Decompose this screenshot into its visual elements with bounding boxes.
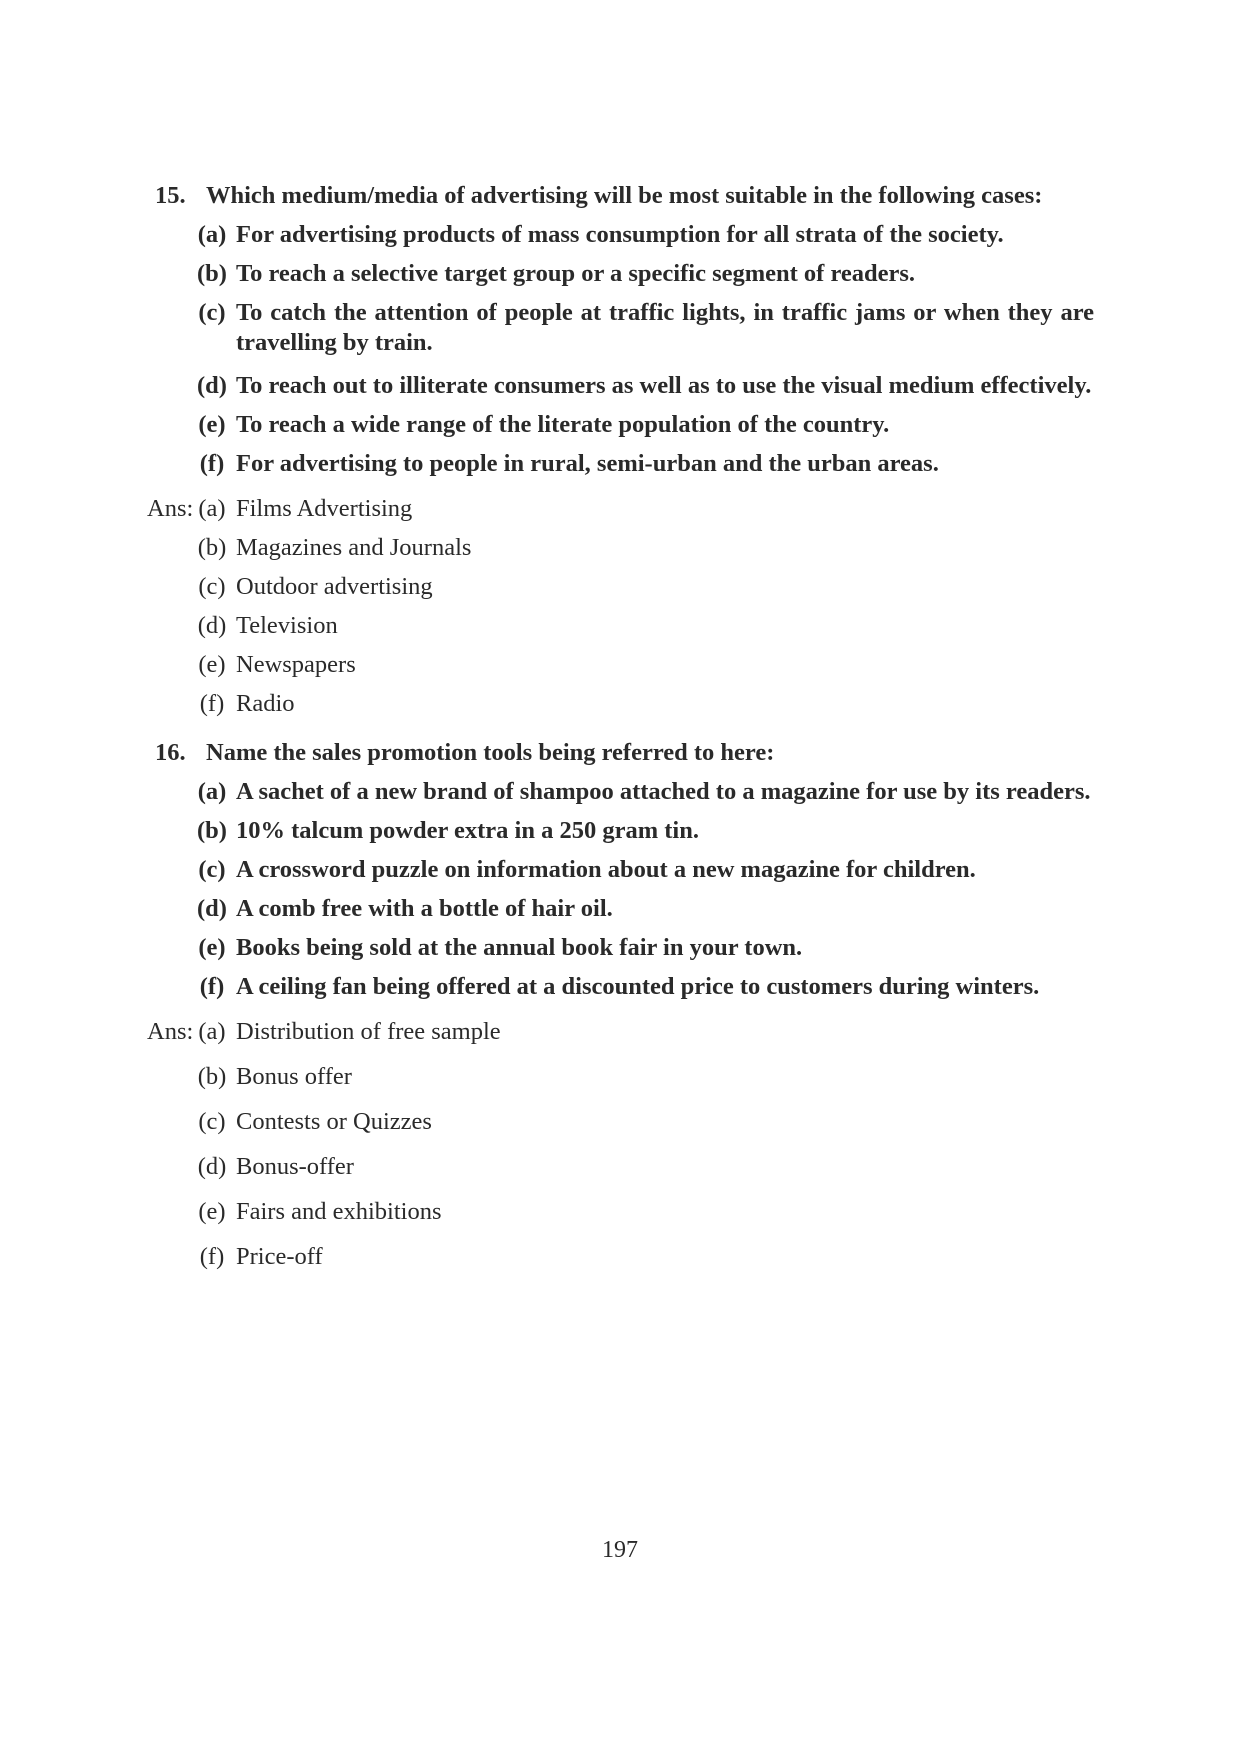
answer-text: Distribution of free sample [236,1018,501,1045]
option-text: For advertising products of mass consumption for all strata of the society. [236,221,1004,248]
answer-text: Television [236,612,338,639]
option-text: To reach a selective target group or a specific segment of readers. [236,260,916,287]
answer-text: Fairs and exhibitions [236,1198,442,1225]
option-text: A sachet of a new brand of shampoo attached to a magazine for use by its readers. [236,778,1091,805]
answer-prefix: Ans: [147,495,194,522]
option-text: For advertising to people in rural, semi-urban and the urban areas. [236,450,939,477]
answer-text: Films Advertising [236,495,413,522]
option-label: (c) [198,299,226,326]
question-number: 15. [155,182,186,209]
answer-label: (b) [197,534,227,561]
answer-text: Bonus offer [236,1063,352,1090]
page-number: 197 [602,1537,638,1563]
answer-label: (e) [198,651,226,678]
option-label: (f) [199,973,225,1000]
option-label: (e) [198,934,226,961]
answer-text: Newspapers [236,651,356,678]
option-text: To catch the attention of people at traffic lights, in traffic jams or when they are travelling by train. [236,299,1094,356]
answer-label: (e) [198,1198,226,1225]
option-text: A crossword puzzle on information about a new magazine for children. [236,856,976,883]
option-label: (b) [197,260,227,287]
answer-label: (d) [197,612,227,639]
option-label: (c) [198,856,226,883]
option-label: (e) [198,411,226,438]
answer-label: (d) [197,1153,227,1180]
answer-text: Outdoor advertising [236,573,433,600]
answer-label: (a) [198,495,226,522]
question-number: 16. [155,739,186,766]
option-text: A comb free with a bottle of hair oil. [236,895,613,922]
answer-text: Radio [236,690,295,717]
question-text: Name the sales promotion tools being referred to here: [206,739,775,766]
answer-text: Price-off [236,1243,323,1270]
answer-label: (f) [199,1243,225,1270]
answer-text: Bonus-offer [236,1153,354,1180]
question-text: Which medium/media of advertising will be most suitable in the following cases: [206,182,1043,209]
option-text: To reach a wide range of the literate population of the country. [236,411,890,438]
answer-label: (b) [197,1063,227,1090]
answer-text: Magazines and Journals [236,534,472,561]
option-label: (d) [197,895,227,922]
answer-label: (c) [198,573,226,600]
option-text: Books being sold at the annual book fair in your town. [236,934,803,961]
option-label: (f) [199,450,225,477]
option-label: (a) [197,221,227,248]
answer-label: (f) [199,690,225,717]
answer-label: (a) [198,1018,226,1045]
answer-label: (c) [198,1108,226,1135]
option-label: (a) [197,778,227,805]
answer-text: Contests or Quizzes [236,1108,432,1135]
option-label: (d) [197,372,227,399]
answer-prefix: Ans: [147,1018,194,1045]
option-text: 10% talcum powder extra in a 250 gram tin. [236,817,699,844]
option-label: (b) [197,817,227,844]
option-text: A ceiling fan being offered at a discounted price to customers during winters. [236,973,1040,1000]
option-text: To reach out to illiterate consumers as well as to use the visual medium effectively. [236,372,1092,399]
